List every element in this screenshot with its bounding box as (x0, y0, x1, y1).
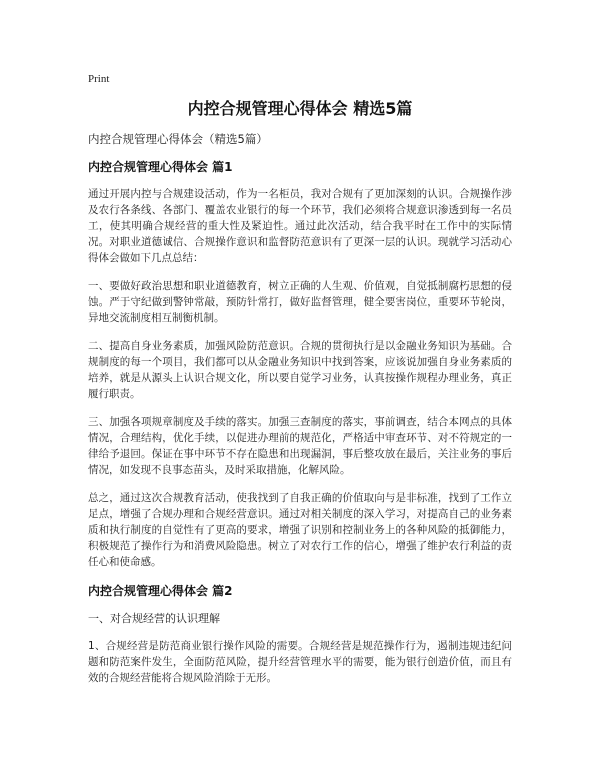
section-1-paragraph: 通过开展内控与合规建设活动，作为一名柜员，我对合规有了更加深刻的认识。合规操作涉及农行各条线、各部门、覆盖农业银行的每一个环节，我们必须将合规意识渗透到每一名员工，使其明确合规经营的重大性及紧迫性。通过此次活动，结合我平时在工作中的实际情况。对职业道德诚信、合规操作意识和监督防范意识有了更深一层的认识。现就学习活动心得体会做如下几点总结： (88, 188, 512, 264)
print-link[interactable]: Print (88, 73, 110, 85)
section-1-paragraph: 总之，通过这次合规教育活动，使我找到了自我正确的价值取向与是非标准，找到了工作立足点，增强了合规办理和合规经营意识。通过对相关制度的深入学习，对提高自己的业务素质和执行制度的自觉性有了更高的要求，增强了识别和控制业务上的各种风险的抵御能力，积极规范了操作行为和消费风险隐患。树立了对农行工作的信心，增强了维护农行利益的责任心和使命感。 (88, 492, 512, 568)
section-1-heading: 内控合规管理心得体会 篇1 (88, 160, 233, 174)
section-2-heading: 内控合规管理心得体会 篇2 (88, 584, 233, 598)
section-1-paragraph: 一、要做好政治思想和职业道德教育，树立正确的人生观、价值观，自觉抵制腐朽思想的侵蚀。严于守纪做到警钟常敲，预防针常打，做好监督管理，健全要害岗位，重要环节轮岗，异地交流制度相互制衡机制。 (88, 280, 512, 324)
section-2-paragraph: 1、合规经营是防范商业银行操作风险的需要。合规经营是规范操作行为，遏制违规违纪问题和防范案件发生，全面防范风险，提升经营管理水平的需要，能为银行创造价值，而且有效的合规经营能将合规风险消除于无形。 (88, 640, 512, 684)
section-1-paragraph: 二、提高自身业务素质，加强风险防范意识。合规的贯彻执行是以金融业务知识为基础。合规制度的每一个项目，我们都可以从金融业务知识中找到答案，应该说加强自身业务素质的培养，就是从源头上认识合规文化，所以要自觉学习业务，认真按操作规程办理业务，真正履行职责。 (88, 340, 512, 400)
section-2-subheading: 一、对合规经营的认识理解 (88, 612, 220, 625)
section-1-paragraph: 三、加强各项规章制度及手续的落实。加强三查制度的落实，事前调查，结合本网点的具体情况，合理结构，优化手续，以促进办理前的规范化，严格适中审查环节、对不符规定的一律给予退回。保证在事中环节不存在隐患和出现漏洞，事后整攻放在最后，关注业务的事后情况，如发现不良事态苗头，及时采取措施，化解风险。 (88, 416, 512, 476)
document-subtitle: 内控合规管理心得体会（精选5篇） (88, 132, 268, 146)
document-title: 内控合规管理心得体会 精选5篇 (187, 99, 413, 118)
